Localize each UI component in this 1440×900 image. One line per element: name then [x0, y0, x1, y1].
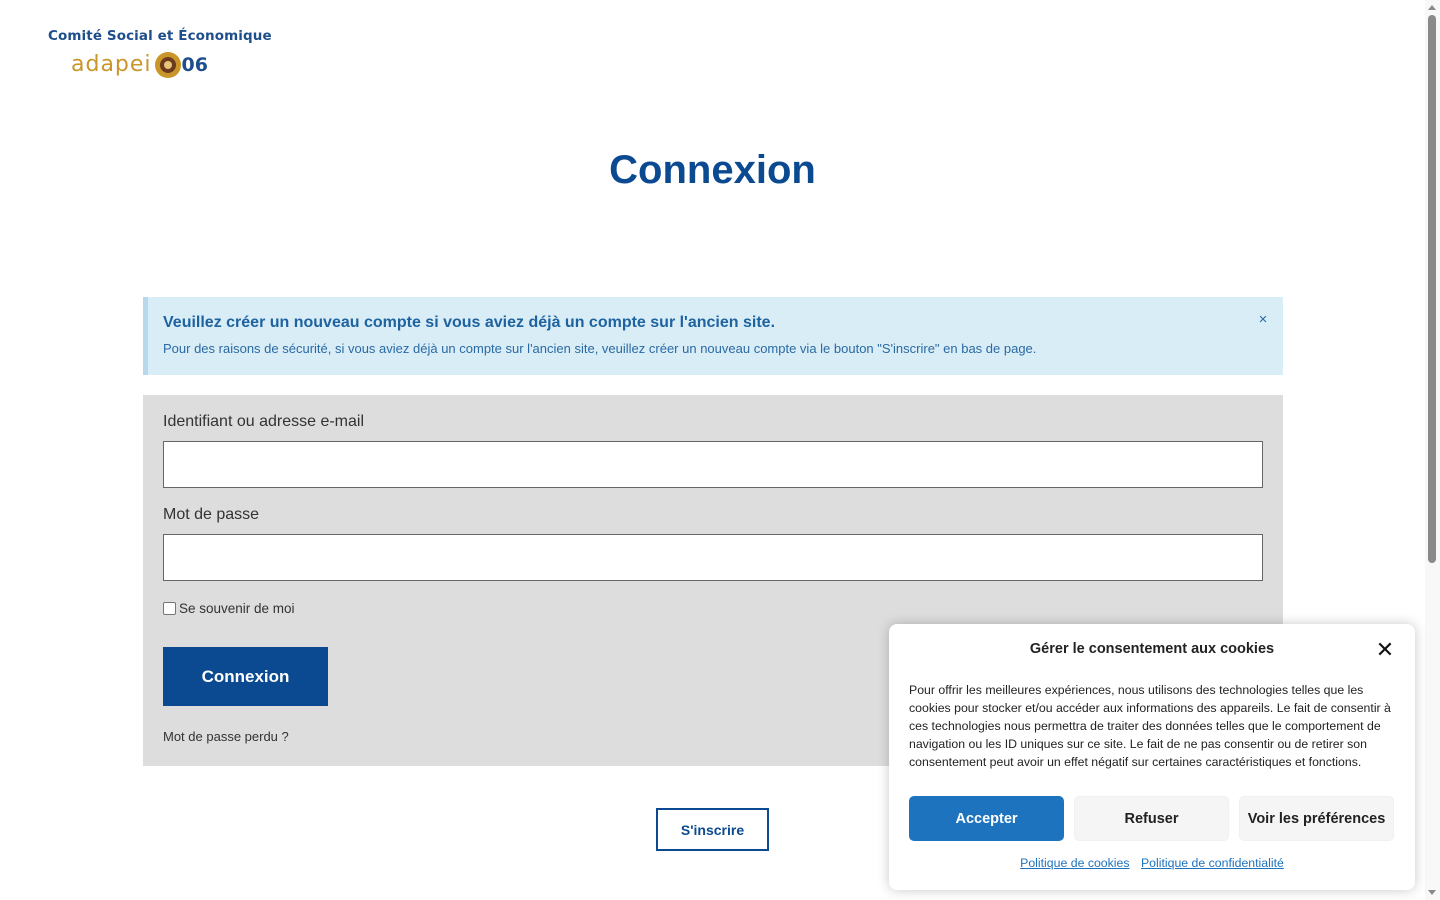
register-button[interactable]: S'inscrire — [656, 808, 769, 851]
username-input[interactable] — [163, 441, 1263, 488]
cookie-title: Gérer le consentement aux cookies — [1029, 641, 1275, 657]
password-label: Mot de passe — [163, 506, 260, 523]
site-logo[interactable] — [48, 26, 272, 82]
cookie-consent-dialog — [889, 624, 1415, 890]
remember-me[interactable] — [163, 601, 295, 616]
cookie-text: Pour offrir les meilleures expériences, nous utilisons des technologies telles que les cookies pour stocker et/ou accéder aux informations des appareils. Le fait de consentir à ces technologies nous permettra de traiter des données telles que le comportement de navigation ou les ID uniques sur ce site. Le fait de ne pas consentir ou de retirer son consentement peut avoir un effet négatif sur certaines caractéristiques et fonctions. — [909, 683, 1391, 769]
accept-cookies-button[interactable]: Accepter — [909, 796, 1064, 841]
cookie-preferences-button[interactable]: Voir les préférences — [1239, 796, 1394, 841]
notice-heading: Veuillez créer un nouveau compte si vous aviez déjà un compte sur l'ancien site. — [163, 314, 776, 331]
cookie-policy-links — [889, 856, 1415, 870]
page-scrollbar[interactable] — [1425, 0, 1440, 900]
logo-tagline: Comité Social et Économique — [48, 28, 272, 44]
password-input[interactable] — [163, 534, 1263, 581]
username-label: Identifiant ou adresse e-mail — [163, 413, 364, 430]
logo-brand: adapei — [71, 52, 152, 77]
info-notice — [143, 297, 1283, 375]
login-button[interactable]: Connexion — [163, 647, 328, 706]
logo-emblem-icon — [155, 52, 181, 78]
scroll-down-icon[interactable] — [1428, 890, 1436, 895]
cookie-close-icon[interactable]: ✕ — [1375, 637, 1395, 662]
refuse-cookies-button[interactable]: Refuser — [1074, 796, 1229, 841]
notice-body: Pour des raisons de sécurité, si vous aviez déjà un compte sur l'ancien site, veuillez créer un nouveau compte via le bouton "S'inscrire" en bas de page. — [163, 341, 1037, 356]
scroll-up-icon[interactable] — [1428, 5, 1436, 10]
page-title: Connexion — [609, 148, 816, 192]
scrollbar-thumb[interactable] — [1428, 15, 1436, 563]
privacy-policy-link[interactable]: Politique de confidentialité — [1140, 856, 1284, 870]
lost-password-link[interactable]: Mot de passe perdu ? — [163, 729, 289, 744]
remember-checkbox[interactable] — [163, 602, 176, 615]
cookie-policy-link[interactable]: Politique de cookies — [1020, 856, 1130, 870]
notice-close-icon[interactable]: × — [1258, 311, 1268, 328]
remember-label: Se souvenir de moi — [179, 601, 295, 616]
logo-wordmark — [71, 50, 208, 80]
logo-number: 06 — [181, 53, 208, 76]
